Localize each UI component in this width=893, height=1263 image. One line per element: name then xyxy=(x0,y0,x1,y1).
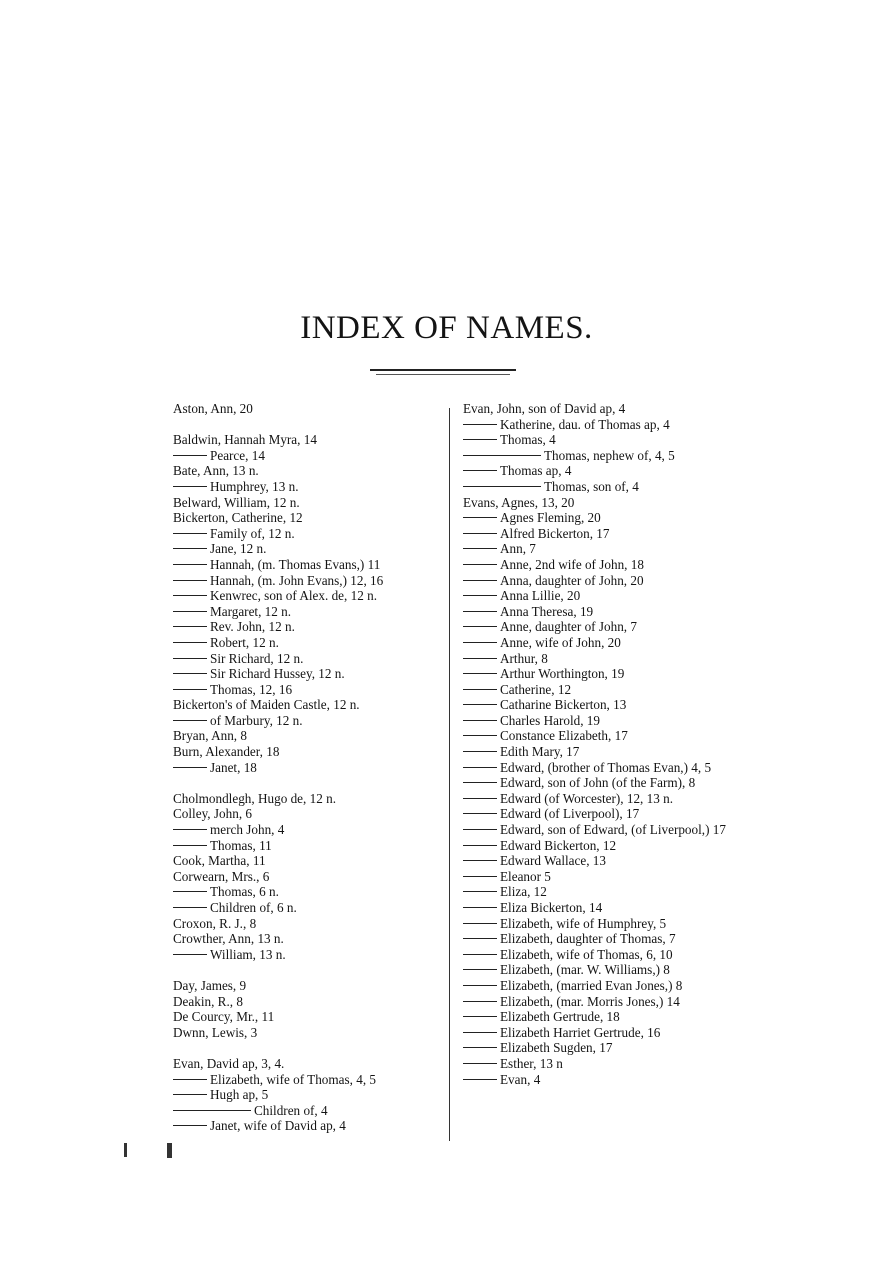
index-entry xyxy=(173,1118,441,1134)
ditto-dash xyxy=(463,470,497,471)
index-entry-text: Edward, son of John (of the Farm), 8 xyxy=(500,775,696,791)
index-entry-text: Elizabeth Gertrude, 18 xyxy=(500,1009,620,1025)
index-column-left xyxy=(173,401,441,1134)
index-entry xyxy=(463,1056,738,1072)
ditto-dash xyxy=(463,954,497,955)
index-entry-text: Bryan, Ann, 8 xyxy=(173,728,247,744)
index-entry-text: Day, James, 9 xyxy=(173,977,247,993)
index-entry xyxy=(173,463,441,479)
index-entry xyxy=(173,900,441,916)
index-entry-text: Evan, John, son of David ap, 4 xyxy=(463,401,626,416)
index-entry-text: Anna Lillie, 20 xyxy=(500,588,581,604)
index-entry xyxy=(463,479,738,495)
index-entry-text: Bate, Ann, 13 n. xyxy=(173,463,259,479)
index-entry-text: Corwearn, Mrs., 6 xyxy=(173,868,270,884)
ditto-dash xyxy=(173,845,207,846)
index-entry-text: Elizabeth, (mar. W. Williams,) 8 xyxy=(500,962,670,978)
index-entry-text: Charles Harold, 19 xyxy=(500,712,600,728)
index-entry-text: Burn, Alexander, 18 xyxy=(173,744,280,760)
index-entry-text: Agnes Fleming, 20 xyxy=(500,510,601,526)
index-entry-text: Anne, wife of John, 20 xyxy=(500,634,621,650)
index-entry-text: Thomas, nephew of, 4, 5 xyxy=(544,447,675,463)
ditto-dash xyxy=(173,564,207,565)
index-entry-text: Evan, 4 xyxy=(500,1071,541,1087)
index-entry-text: Alfred Bickerton, 17 xyxy=(500,525,610,541)
index-entry xyxy=(173,697,441,713)
index-entry-text: Esther, 13 n xyxy=(500,1055,563,1071)
index-entry xyxy=(463,1025,738,1041)
index-entry xyxy=(173,760,441,776)
ditto-dash xyxy=(463,548,497,549)
index-entry-text: Arthur Worthington, 19 xyxy=(500,666,625,682)
ditto-dash xyxy=(463,969,497,970)
index-entry-text: Thomas, 12, 16 xyxy=(210,681,293,697)
index-entry-text: Children of, 6 n. xyxy=(210,900,297,915)
ditto-dash xyxy=(173,455,207,456)
index-entry-text: Elizabeth Harriet Gertrude, 16 xyxy=(500,1024,661,1040)
index-entry xyxy=(173,432,441,448)
ditto-dash xyxy=(463,829,497,830)
index-entry-text: Children of, 4 xyxy=(254,1102,328,1118)
index-entry-text: Edward, son of Edward, (of Liverpool,) 17 xyxy=(500,822,726,838)
entry-gap xyxy=(173,775,441,791)
index-entry xyxy=(173,853,441,869)
ditto-dash xyxy=(463,533,497,534)
index-entry-text: Katherine, dau. of Thomas ap, 4 xyxy=(500,416,670,432)
index-entry-text: Rev. John, 12 n. xyxy=(210,619,295,635)
ditto-dash xyxy=(463,424,497,425)
index-entry xyxy=(173,479,441,495)
ditto-dash xyxy=(173,642,207,643)
margin-mark xyxy=(124,1143,127,1157)
index-entry-text: merch John, 4 xyxy=(210,822,285,838)
ditto-dash xyxy=(463,1001,497,1002)
index-entry-text: Colley, John, 6 xyxy=(173,806,253,822)
ditto-dash xyxy=(173,1094,207,1095)
index-entry xyxy=(463,978,738,994)
index-entry-text: Bickerton, Catherine, 12 xyxy=(173,510,303,526)
index-entry xyxy=(463,1040,738,1056)
index-entry xyxy=(463,916,738,932)
index-entry xyxy=(463,869,738,885)
index-entry xyxy=(173,526,441,542)
index-entry xyxy=(173,604,441,620)
ditto-dash xyxy=(463,876,497,877)
ditto-dash xyxy=(463,704,497,705)
index-entry xyxy=(463,557,738,573)
index-entry xyxy=(173,838,441,854)
ditto-dash xyxy=(463,735,497,736)
index-entry-text: Kenwrec, son of Alex. de, 12 n. xyxy=(210,588,378,604)
index-entry-text: Eliza Bickerton, 14 xyxy=(500,900,603,915)
index-entry xyxy=(173,1025,441,1041)
ditto-dash xyxy=(463,907,497,908)
index-entry xyxy=(463,1009,738,1025)
index-entry xyxy=(463,838,738,854)
index-entry-text: Janet, wife of David ap, 4 xyxy=(210,1118,346,1134)
ditto-dash xyxy=(173,611,207,612)
index-entry xyxy=(173,1072,441,1088)
index-entry-text: Anna, daughter of John, 20 xyxy=(500,572,644,588)
ditto-dash xyxy=(463,1079,497,1080)
ditto-dash xyxy=(463,564,497,565)
index-entry xyxy=(463,666,738,682)
ditto-dash xyxy=(463,689,497,690)
index-entry xyxy=(463,931,738,947)
index-entry xyxy=(463,510,738,526)
index-entry xyxy=(173,666,441,682)
index-entry-text: Bickerton's of Maiden Castle, 12 n. xyxy=(173,697,360,713)
entry-gap xyxy=(173,962,441,978)
index-column-right xyxy=(463,401,738,1087)
index-entry-text: Sir Richard, 12 n. xyxy=(210,650,304,666)
index-entry-text: Eliza, 12 xyxy=(500,884,547,900)
index-entry xyxy=(463,791,738,807)
index-entry xyxy=(173,806,441,822)
ditto-dash xyxy=(463,595,497,596)
ditto-dash xyxy=(463,1016,497,1017)
ditto-dash xyxy=(173,907,207,908)
ditto-dash xyxy=(173,595,207,596)
margin-mark xyxy=(167,1143,172,1158)
index-entry-text: Baldwin, Hannah Myra, 14 xyxy=(173,432,317,448)
index-entry-text: of Marbury, 12 n. xyxy=(210,712,303,728)
ditto-dash xyxy=(463,642,497,643)
index-entry xyxy=(173,869,441,885)
index-entry xyxy=(463,947,738,963)
index-entry xyxy=(173,1056,441,1072)
ditto-dash xyxy=(463,985,497,986)
index-entry xyxy=(463,573,738,589)
page-title: INDEX OF NAMES. xyxy=(300,310,593,346)
index-entry xyxy=(173,573,441,589)
index-entry xyxy=(463,744,738,760)
index-entry xyxy=(173,510,441,526)
ditto-dash xyxy=(463,580,497,581)
index-entry xyxy=(463,697,738,713)
index-entry xyxy=(173,713,441,729)
index-entry-text: Humphrey, 13 n. xyxy=(210,478,299,494)
index-entry-text: Elizabeth, wife of Humphrey, 5 xyxy=(500,915,667,931)
index-entry xyxy=(173,916,441,932)
index-entry xyxy=(463,994,738,1010)
index-entry xyxy=(463,853,738,869)
index-entry xyxy=(463,775,738,791)
index-entry-text: Constance Elizabeth, 17 xyxy=(500,728,628,744)
ditto-dash xyxy=(173,829,207,830)
index-entry xyxy=(173,448,441,464)
ditto-dash xyxy=(463,845,497,846)
ditto-dash xyxy=(463,782,497,783)
index-entry xyxy=(463,962,738,978)
index-entry-text: Pearce, 14 xyxy=(210,447,265,463)
index-entry xyxy=(463,401,738,417)
index-entry-text: Elizabeth Sugden, 17 xyxy=(500,1040,613,1056)
ditto-dash xyxy=(173,486,207,487)
ditto-dash xyxy=(463,1063,497,1064)
ditto-dash xyxy=(463,486,541,487)
index-entry xyxy=(463,728,738,744)
index-entry-text: Elizabeth, wife of Thomas, 4, 5 xyxy=(210,1071,377,1087)
ditto-dash xyxy=(173,1079,207,1080)
index-entry xyxy=(173,619,441,635)
ditto-dash xyxy=(173,1125,207,1126)
index-entry-text: Elizabeth, daughter of Thomas, 7 xyxy=(500,931,676,947)
ditto-dash xyxy=(463,611,497,612)
ditto-dash xyxy=(463,923,497,924)
index-entry xyxy=(463,713,738,729)
index-entry xyxy=(463,604,738,620)
ditto-dash xyxy=(173,533,207,534)
index-entry xyxy=(463,900,738,916)
index-entry-text: William, 13 n. xyxy=(210,946,286,962)
index-entry-text: Croxon, R. J., 8 xyxy=(173,915,257,931)
title-rule-lower xyxy=(376,374,510,375)
index-entry-text: Edward (of Liverpool), 17 xyxy=(500,806,640,822)
ditto-dash xyxy=(463,751,497,752)
ditto-dash xyxy=(463,658,497,659)
ditto-dash xyxy=(463,673,497,674)
index-entry-text: Hannah, (m. Thomas Evans,) 11 xyxy=(210,556,381,572)
ditto-dash xyxy=(463,767,497,768)
index-entry xyxy=(463,417,738,433)
index-entry xyxy=(463,541,738,557)
index-entry xyxy=(173,1087,441,1103)
index-entry-text: Margaret, 12 n. xyxy=(210,603,292,619)
index-entry xyxy=(463,619,738,635)
ditto-dash xyxy=(463,891,497,892)
index-entry-text: Thomas, son of, 4 xyxy=(544,478,639,494)
index-entry-text: Jane, 12 n. xyxy=(210,541,267,557)
index-entry xyxy=(173,1103,441,1119)
index-entry-text: Janet, 18 xyxy=(210,759,257,775)
index-entry-text: Eleanor 5 xyxy=(500,868,551,884)
index-entry xyxy=(173,931,441,947)
index-entry-text: Elizabeth, (married Evan Jones,) 8 xyxy=(500,977,683,993)
index-entry xyxy=(173,588,441,604)
index-entry xyxy=(463,651,738,667)
index-entry-text: Anne, daughter of John, 7 xyxy=(500,619,637,635)
index-entry xyxy=(463,463,738,479)
index-entry-text: Evan, David ap, 3, 4. xyxy=(173,1055,285,1071)
ditto-dash xyxy=(173,954,207,955)
index-entry-text: Robert, 12 n. xyxy=(210,634,279,650)
index-entry-text: Edward Bickerton, 12 xyxy=(500,837,617,853)
index-entry xyxy=(173,651,441,667)
index-entry xyxy=(463,760,738,776)
entry-gap xyxy=(173,417,441,433)
index-entry-text: Anne, 2nd wife of John, 18 xyxy=(500,556,644,572)
ditto-dash xyxy=(173,673,207,674)
index-entry-text: Edward (of Worcester), 12, 13 n. xyxy=(500,790,674,806)
index-entry-text: Thomas, 4 xyxy=(500,432,556,448)
index-entry xyxy=(173,401,441,417)
ditto-dash xyxy=(463,626,497,627)
ditto-dash xyxy=(173,891,207,892)
title-rule-upper xyxy=(370,369,516,371)
index-entry-text: Evans, Agnes, 13, 20 xyxy=(463,494,575,510)
ditto-dash xyxy=(463,938,497,939)
index-entry-text: Thomas, 6 n. xyxy=(210,884,279,900)
index-entry-text: Sir Richard Hussey, 12 n. xyxy=(210,666,345,682)
ditto-dash xyxy=(463,1047,497,1048)
index-entry xyxy=(173,822,441,838)
index-entry-text: Hannah, (m. John Evans,) 12, 16 xyxy=(210,572,384,588)
index-entry xyxy=(463,884,738,900)
index-entry xyxy=(173,884,441,900)
index-entry xyxy=(173,744,441,760)
index-entry xyxy=(173,978,441,994)
index-entry-text: Belward, William, 12 n. xyxy=(173,494,300,510)
index-entry xyxy=(173,947,441,963)
ditto-dash xyxy=(463,517,497,518)
ditto-dash xyxy=(463,455,541,456)
index-entry-text: Thomas, 11 xyxy=(210,837,272,853)
ditto-dash xyxy=(463,798,497,799)
index-entry-text: Deakin, R., 8 xyxy=(173,993,243,1009)
index-entry xyxy=(463,495,738,511)
index-entry xyxy=(463,635,738,651)
ditto-dash xyxy=(463,813,497,814)
index-entry xyxy=(463,448,738,464)
index-entry-text: Thomas ap, 4 xyxy=(500,463,572,479)
index-entry xyxy=(463,806,738,822)
index-entry-text: Hugh ap, 5 xyxy=(210,1087,269,1103)
index-entry xyxy=(173,541,441,557)
index-entry xyxy=(463,588,738,604)
ditto-dash xyxy=(173,658,207,659)
index-entry xyxy=(463,432,738,448)
ditto-dash xyxy=(173,1110,251,1111)
column-divider xyxy=(449,408,450,1141)
index-entry xyxy=(173,728,441,744)
ditto-dash xyxy=(173,580,207,581)
index-entry xyxy=(173,994,441,1010)
ditto-dash xyxy=(463,860,497,861)
index-entry-text: Dwnn, Lewis, 3 xyxy=(173,1024,258,1040)
index-entry-text: Elizabeth, (mar. Morris Jones,) 14 xyxy=(500,993,680,1009)
index-entry-text: Ann, 7 xyxy=(500,541,536,557)
index-entry-text: Aston, Ann, 20 xyxy=(173,401,253,416)
index-entry-text: Cook, Martha, 11 xyxy=(173,853,266,869)
index-entry-text: Arthur, 8 xyxy=(500,650,548,666)
index-entry xyxy=(463,822,738,838)
ditto-dash xyxy=(173,720,207,721)
ditto-dash xyxy=(463,439,497,440)
index-entry-text: Catherine, 12 xyxy=(500,681,572,697)
index-entry xyxy=(463,1072,738,1088)
index-entry xyxy=(173,495,441,511)
index-entry xyxy=(463,682,738,698)
index-entry-text: Family of, 12 n. xyxy=(210,525,295,541)
index-entry-text: Elizabeth, wife of Thomas, 6, 10 xyxy=(500,946,673,962)
index-entry xyxy=(173,1009,441,1025)
index-entry xyxy=(173,682,441,698)
ditto-dash xyxy=(173,626,207,627)
ditto-dash xyxy=(463,720,497,721)
ditto-dash xyxy=(173,548,207,549)
ditto-dash xyxy=(173,689,207,690)
index-entry-text: Crowther, Ann, 13 n. xyxy=(173,931,284,947)
ditto-dash xyxy=(463,1032,497,1033)
index-entry-text: Edward, (brother of Thomas Evan,) 4, 5 xyxy=(500,759,712,775)
entry-gap xyxy=(173,1040,441,1056)
index-entry xyxy=(463,526,738,542)
index-entry-text: Catharine Bickerton, 13 xyxy=(500,697,627,713)
index-entry-text: De Courcy, Mr., 11 xyxy=(173,1009,275,1025)
index-entry-text: Edith Mary, 17 xyxy=(500,744,580,760)
index-entry xyxy=(173,791,441,807)
index-entry-text: Anna Theresa, 19 xyxy=(500,603,594,619)
index-entry-text: Cholmondlegh, Hugo de, 12 n. xyxy=(173,790,337,806)
index-entry xyxy=(173,635,441,651)
index-entry-text: Edward Wallace, 13 xyxy=(500,853,606,869)
ditto-dash xyxy=(173,767,207,768)
index-entry xyxy=(173,557,441,573)
